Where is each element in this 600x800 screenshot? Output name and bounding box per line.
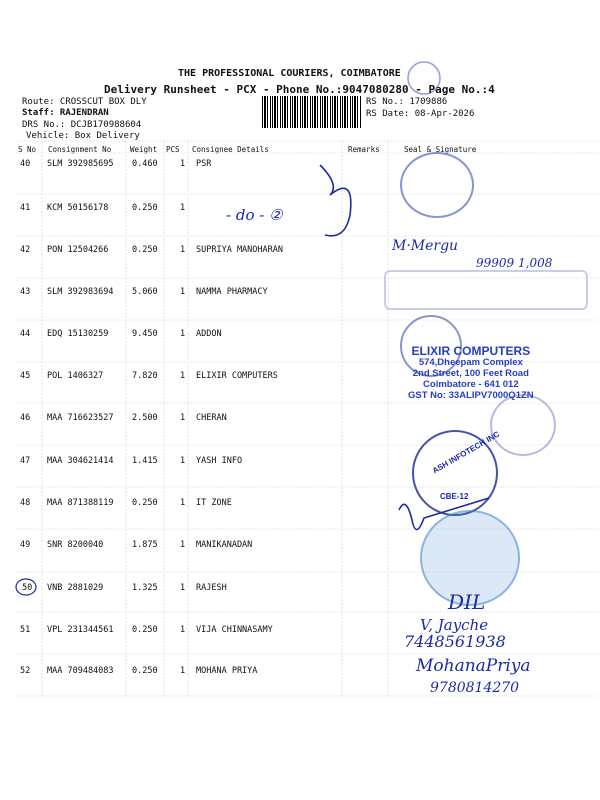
row-weight: 7.820 bbox=[132, 371, 158, 381]
signature-42: M·Mergu bbox=[392, 238, 459, 254]
row-sno: 43 bbox=[20, 287, 31, 297]
row-consignment: POL 1406327 bbox=[47, 371, 104, 381]
row-consignee: IT ZONE bbox=[196, 498, 232, 508]
row-sno: 47 bbox=[20, 456, 31, 466]
row-weight: 0.250 bbox=[132, 245, 158, 255]
runsheet-title: Delivery Runsheet - PCX - Phone No.:9047080280 - Page No.:4 bbox=[104, 83, 495, 96]
row-consignment: MAA 716623527 bbox=[47, 413, 114, 423]
row-consignee: YASH INFO bbox=[196, 456, 243, 466]
seal-stamp-40 bbox=[400, 152, 474, 218]
row-sno: 41 bbox=[20, 203, 31, 213]
row-consignment: MAA 304621414 bbox=[47, 456, 114, 466]
rs-date: RS Date: 08-Apr-2026 bbox=[366, 109, 475, 119]
yash-stamp-text: ASH INFOTECH INC bbox=[430, 429, 502, 476]
row-sno: 45 bbox=[20, 371, 31, 381]
col-pcs: PCS bbox=[166, 145, 180, 154]
pcx-stamp bbox=[404, 58, 444, 98]
row-weight: 0.250 bbox=[132, 625, 158, 635]
row-weight: 0.250 bbox=[132, 666, 158, 676]
row-pcs: 1 bbox=[180, 583, 186, 593]
row-weight: 0.250 bbox=[132, 498, 158, 508]
row-sno: 52 bbox=[20, 666, 31, 676]
circle-mark-50 bbox=[14, 576, 38, 598]
row-pcs: 1 bbox=[180, 413, 186, 423]
row-weight: 0.250 bbox=[132, 203, 158, 213]
row-consignment: VNB 2881029 bbox=[47, 583, 104, 593]
cheran-stamp bbox=[490, 394, 556, 456]
signature-48 bbox=[394, 490, 494, 550]
signature-40-41 bbox=[310, 155, 370, 245]
row-consignment: MAA 871388119 bbox=[47, 498, 114, 508]
drs-label: DRS No.: DCJB170988604 bbox=[22, 120, 142, 130]
row-consignee: ELIXIR COMPUTERS bbox=[196, 371, 278, 381]
rs-number: RS No.: 1709886 bbox=[366, 97, 448, 107]
row-pcs: 1 bbox=[180, 329, 186, 339]
staff-label: Staff: RAJENDRAN bbox=[22, 108, 109, 118]
row-pcs: 1 bbox=[180, 666, 186, 676]
row-pcs: 1 bbox=[180, 287, 186, 297]
row-pcs: 1 bbox=[180, 371, 186, 381]
elixir-stamp-name: ELIXIR COMPUTERS bbox=[411, 344, 531, 358]
row-consignee: ADDON bbox=[196, 329, 222, 339]
phone-51: 7448561938 bbox=[404, 632, 506, 651]
row-pcs: 1 bbox=[180, 625, 186, 635]
yash-stamp-code: CBE-12 bbox=[440, 492, 469, 501]
row-consignment: VPL 231344561 bbox=[47, 625, 114, 635]
row-pcs: 1 bbox=[180, 456, 186, 466]
row-weight: 1.875 bbox=[132, 540, 158, 550]
row-consignee: MANIKANADAN bbox=[196, 540, 253, 550]
signature-52: MohanaPriya bbox=[416, 656, 531, 676]
vehicle-label: Vehicle: Box Delivery bbox=[26, 131, 140, 141]
row-consignment: SLM 392983694 bbox=[47, 287, 114, 297]
row-consignee: VIJA CHINNASAMY bbox=[196, 625, 273, 635]
row-sno: 49 bbox=[20, 540, 31, 550]
elixir-stamp-addr2: 2nd Street, 100 Feet Road bbox=[412, 368, 529, 379]
barcode bbox=[262, 96, 362, 128]
col-consignee: Consignee Details bbox=[192, 145, 269, 154]
elixir-stamp-gst: GST No: 33ALIPV7000Q1ZN bbox=[408, 390, 534, 401]
row-weight: 1.325 bbox=[132, 583, 158, 593]
row-pcs: 1 bbox=[180, 203, 186, 213]
row-consignee: SUPRIYA MANOHARAN bbox=[196, 245, 283, 255]
row-weight: 5.060 bbox=[132, 287, 158, 297]
pharmacy-stamp bbox=[384, 270, 588, 310]
elixir-stamp-addr1: 574,Dheepam Complex bbox=[418, 357, 523, 368]
row-consignee: MOHANA PRIYA bbox=[196, 666, 258, 676]
row-sno: 46 bbox=[20, 413, 31, 423]
row-sno: 40 bbox=[20, 159, 31, 169]
elixir-stamp-city: Coimbatore - 641 012 bbox=[423, 379, 519, 390]
phone-42: 99909 1,008 bbox=[476, 256, 553, 270]
ditto-mark-41: - do - ② bbox=[226, 206, 283, 224]
col-seal-signature: Seal & Signature bbox=[404, 145, 477, 154]
row-pcs: 1 bbox=[180, 540, 186, 550]
row-pcs: 1 bbox=[180, 498, 186, 508]
row-consignment: PON 12504266 bbox=[47, 245, 109, 255]
row-weight: 9.450 bbox=[132, 329, 158, 339]
row-weight: 1.415 bbox=[132, 456, 158, 466]
row-weight: 2.500 bbox=[132, 413, 158, 423]
signature-51: V, Jayche bbox=[420, 616, 489, 634]
company-title: THE PROFESSIONAL COURIERS, COIMBATORE bbox=[178, 68, 401, 79]
row-sno: 42 bbox=[20, 245, 31, 255]
row-consignee: PSR bbox=[196, 159, 212, 169]
row-consignee: CHERAN bbox=[196, 413, 227, 423]
row-sno: 48 bbox=[20, 498, 31, 508]
col-consignment: Consignment No bbox=[48, 145, 112, 154]
row-sno: 50 bbox=[22, 583, 33, 593]
row-consignment: SNR 8200040 bbox=[47, 540, 104, 550]
route-label: Route: CROSSCUT BOX DLY bbox=[22, 97, 147, 107]
row-weight: 0.460 bbox=[132, 159, 158, 169]
col-weight: Weight bbox=[130, 145, 158, 154]
initials-50: DIL bbox=[448, 590, 486, 614]
row-sno: 51 bbox=[20, 625, 31, 635]
row-consignment: KCM 50156178 bbox=[47, 203, 109, 213]
row-consignment: EDQ 15130259 bbox=[47, 329, 109, 339]
row-consignee: NAMMA PHARMACY bbox=[196, 287, 268, 297]
row-consignee: RAJESH bbox=[196, 583, 227, 593]
col-sno: S No bbox=[18, 145, 37, 154]
col-remarks: Remarks bbox=[348, 145, 380, 154]
row-consignment: SLM 392985695 bbox=[47, 159, 114, 169]
row-pcs: 1 bbox=[180, 245, 186, 255]
row-consignment: MAA 709484083 bbox=[47, 666, 114, 676]
phone-52: 9780814270 bbox=[430, 680, 520, 696]
row-pcs: 1 bbox=[180, 159, 186, 169]
row-sno: 44 bbox=[20, 329, 31, 339]
elixir-stamp bbox=[408, 346, 534, 401]
